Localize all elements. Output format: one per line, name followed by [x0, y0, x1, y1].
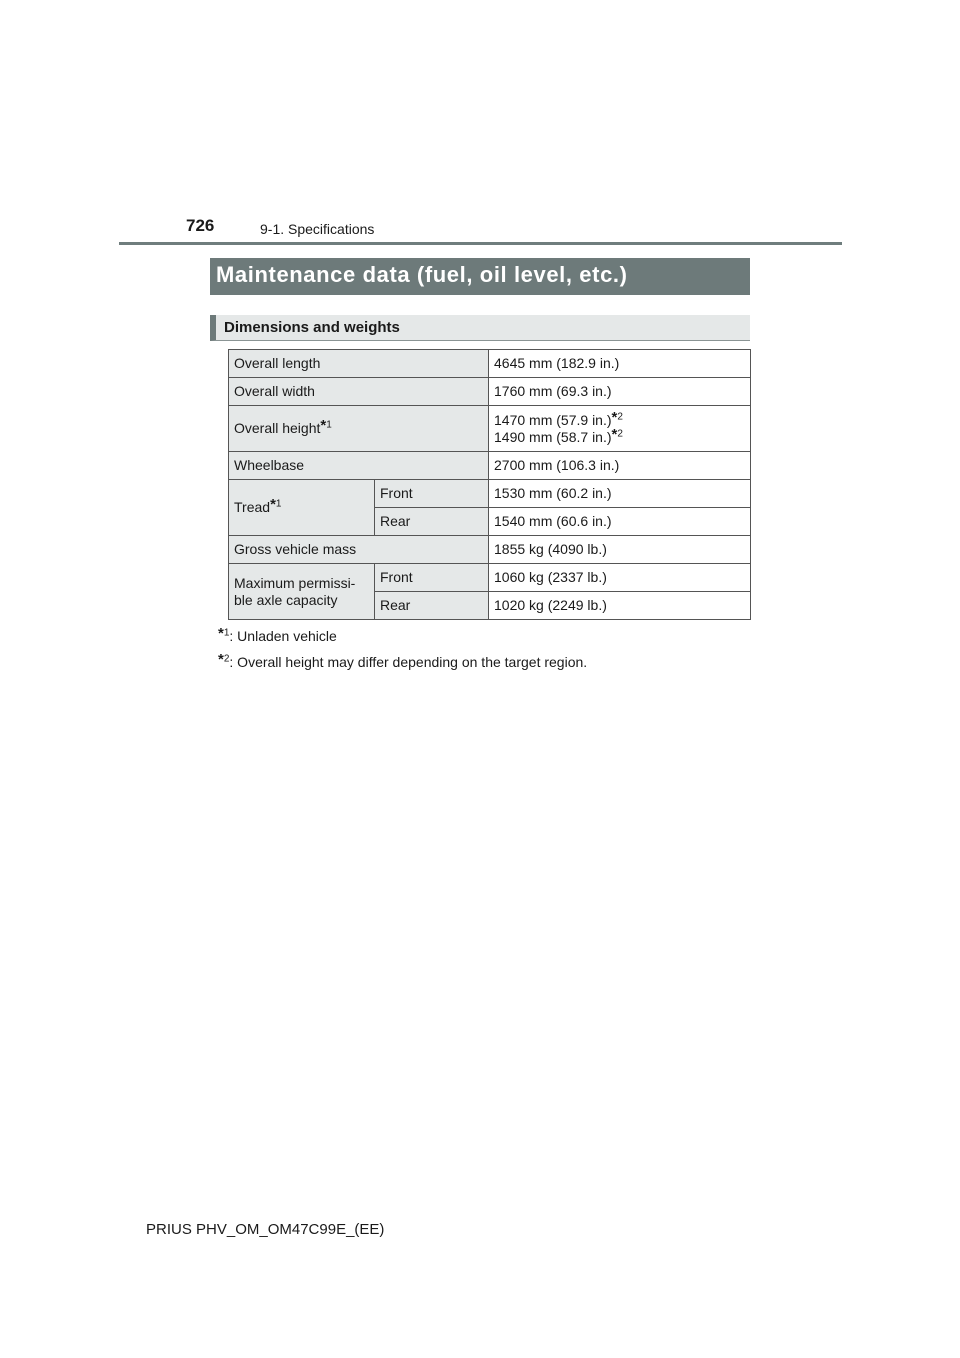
footnote-ref: 2 [617, 427, 623, 439]
footnote-marker: 2 [223, 653, 230, 665]
sub-label: Front [375, 480, 489, 508]
table-row [229, 536, 751, 564]
footnote-text: : Unladen vehicle [229, 628, 337, 644]
sub-label: Rear [375, 592, 489, 620]
footnote-asterisk: * [270, 496, 276, 513]
height-value-2 [494, 425, 745, 446]
row-label-text: Tread [234, 499, 271, 515]
footnote-asterisk: * [218, 651, 224, 668]
footnote-asterisk: * [611, 408, 618, 426]
table-row [229, 452, 751, 480]
row-value: 1060 kg (2337 lb.) [489, 564, 751, 592]
row-label: Overall length [229, 350, 489, 378]
table-row [229, 406, 751, 452]
row-value: 2700 mm (106.3 in.) [489, 452, 751, 480]
footnote-ref: 1 [326, 419, 332, 431]
sub-heading: Dimensions and weights [210, 315, 750, 341]
row-label [229, 564, 375, 620]
label-line: ble axle capacity [234, 591, 338, 608]
row-value [489, 406, 751, 452]
value-text: 1470 mm (57.9 in.) [494, 411, 612, 428]
row-value: 1530 mm (60.2 in.) [489, 480, 751, 508]
footnote-asterisk: * [218, 625, 224, 642]
table-row [229, 378, 751, 406]
row-value: 1020 kg (2249 lb.) [489, 592, 751, 620]
table-row [229, 564, 751, 592]
row-label: Gross vehicle mass [229, 536, 489, 564]
footnote-2 [218, 651, 588, 670]
label-line: Maximum permissi- [234, 574, 356, 591]
footnote-text: : Overall height may differ depending on the target region. [229, 654, 588, 670]
footnote-ref: 2 [617, 410, 623, 422]
footnote-asterisk: * [320, 417, 327, 434]
row-value: 4645 mm (182.9 in.) [489, 350, 751, 378]
footnote-marker: 1 [223, 627, 230, 639]
row-value: 1540 mm (60.6 in.) [489, 508, 751, 536]
sub-label: Front [375, 564, 489, 592]
footnote-ref: 1 [275, 498, 282, 510]
sub-label: Rear [375, 508, 489, 536]
row-value: 1760 mm (69.3 in.) [489, 378, 751, 406]
header-divider [119, 242, 842, 245]
section-title: 9-1. Specifications [260, 221, 375, 237]
row-value: 1855 kg (4090 lb.) [489, 536, 751, 564]
row-label: Overall width [229, 378, 489, 406]
row-label [229, 406, 489, 452]
table-row [229, 350, 751, 378]
table-row [229, 480, 751, 508]
page-number: 726 [186, 216, 215, 235]
dimensions-table [228, 349, 751, 620]
document-code: PRIUS PHV_OM_OM47C99E_(EE) [146, 1221, 385, 1238]
footnote-asterisk: * [611, 425, 618, 443]
footnote-1 [218, 625, 337, 644]
value-text: 1490 mm (58.7 in.) [494, 428, 612, 445]
row-label-text: Overall height [234, 420, 321, 436]
height-value-1 [494, 408, 745, 429]
row-label [229, 480, 375, 536]
main-heading: Maintenance data (fuel, oil level, etc.) [210, 258, 750, 295]
row-label: Wheelbase [229, 452, 489, 480]
